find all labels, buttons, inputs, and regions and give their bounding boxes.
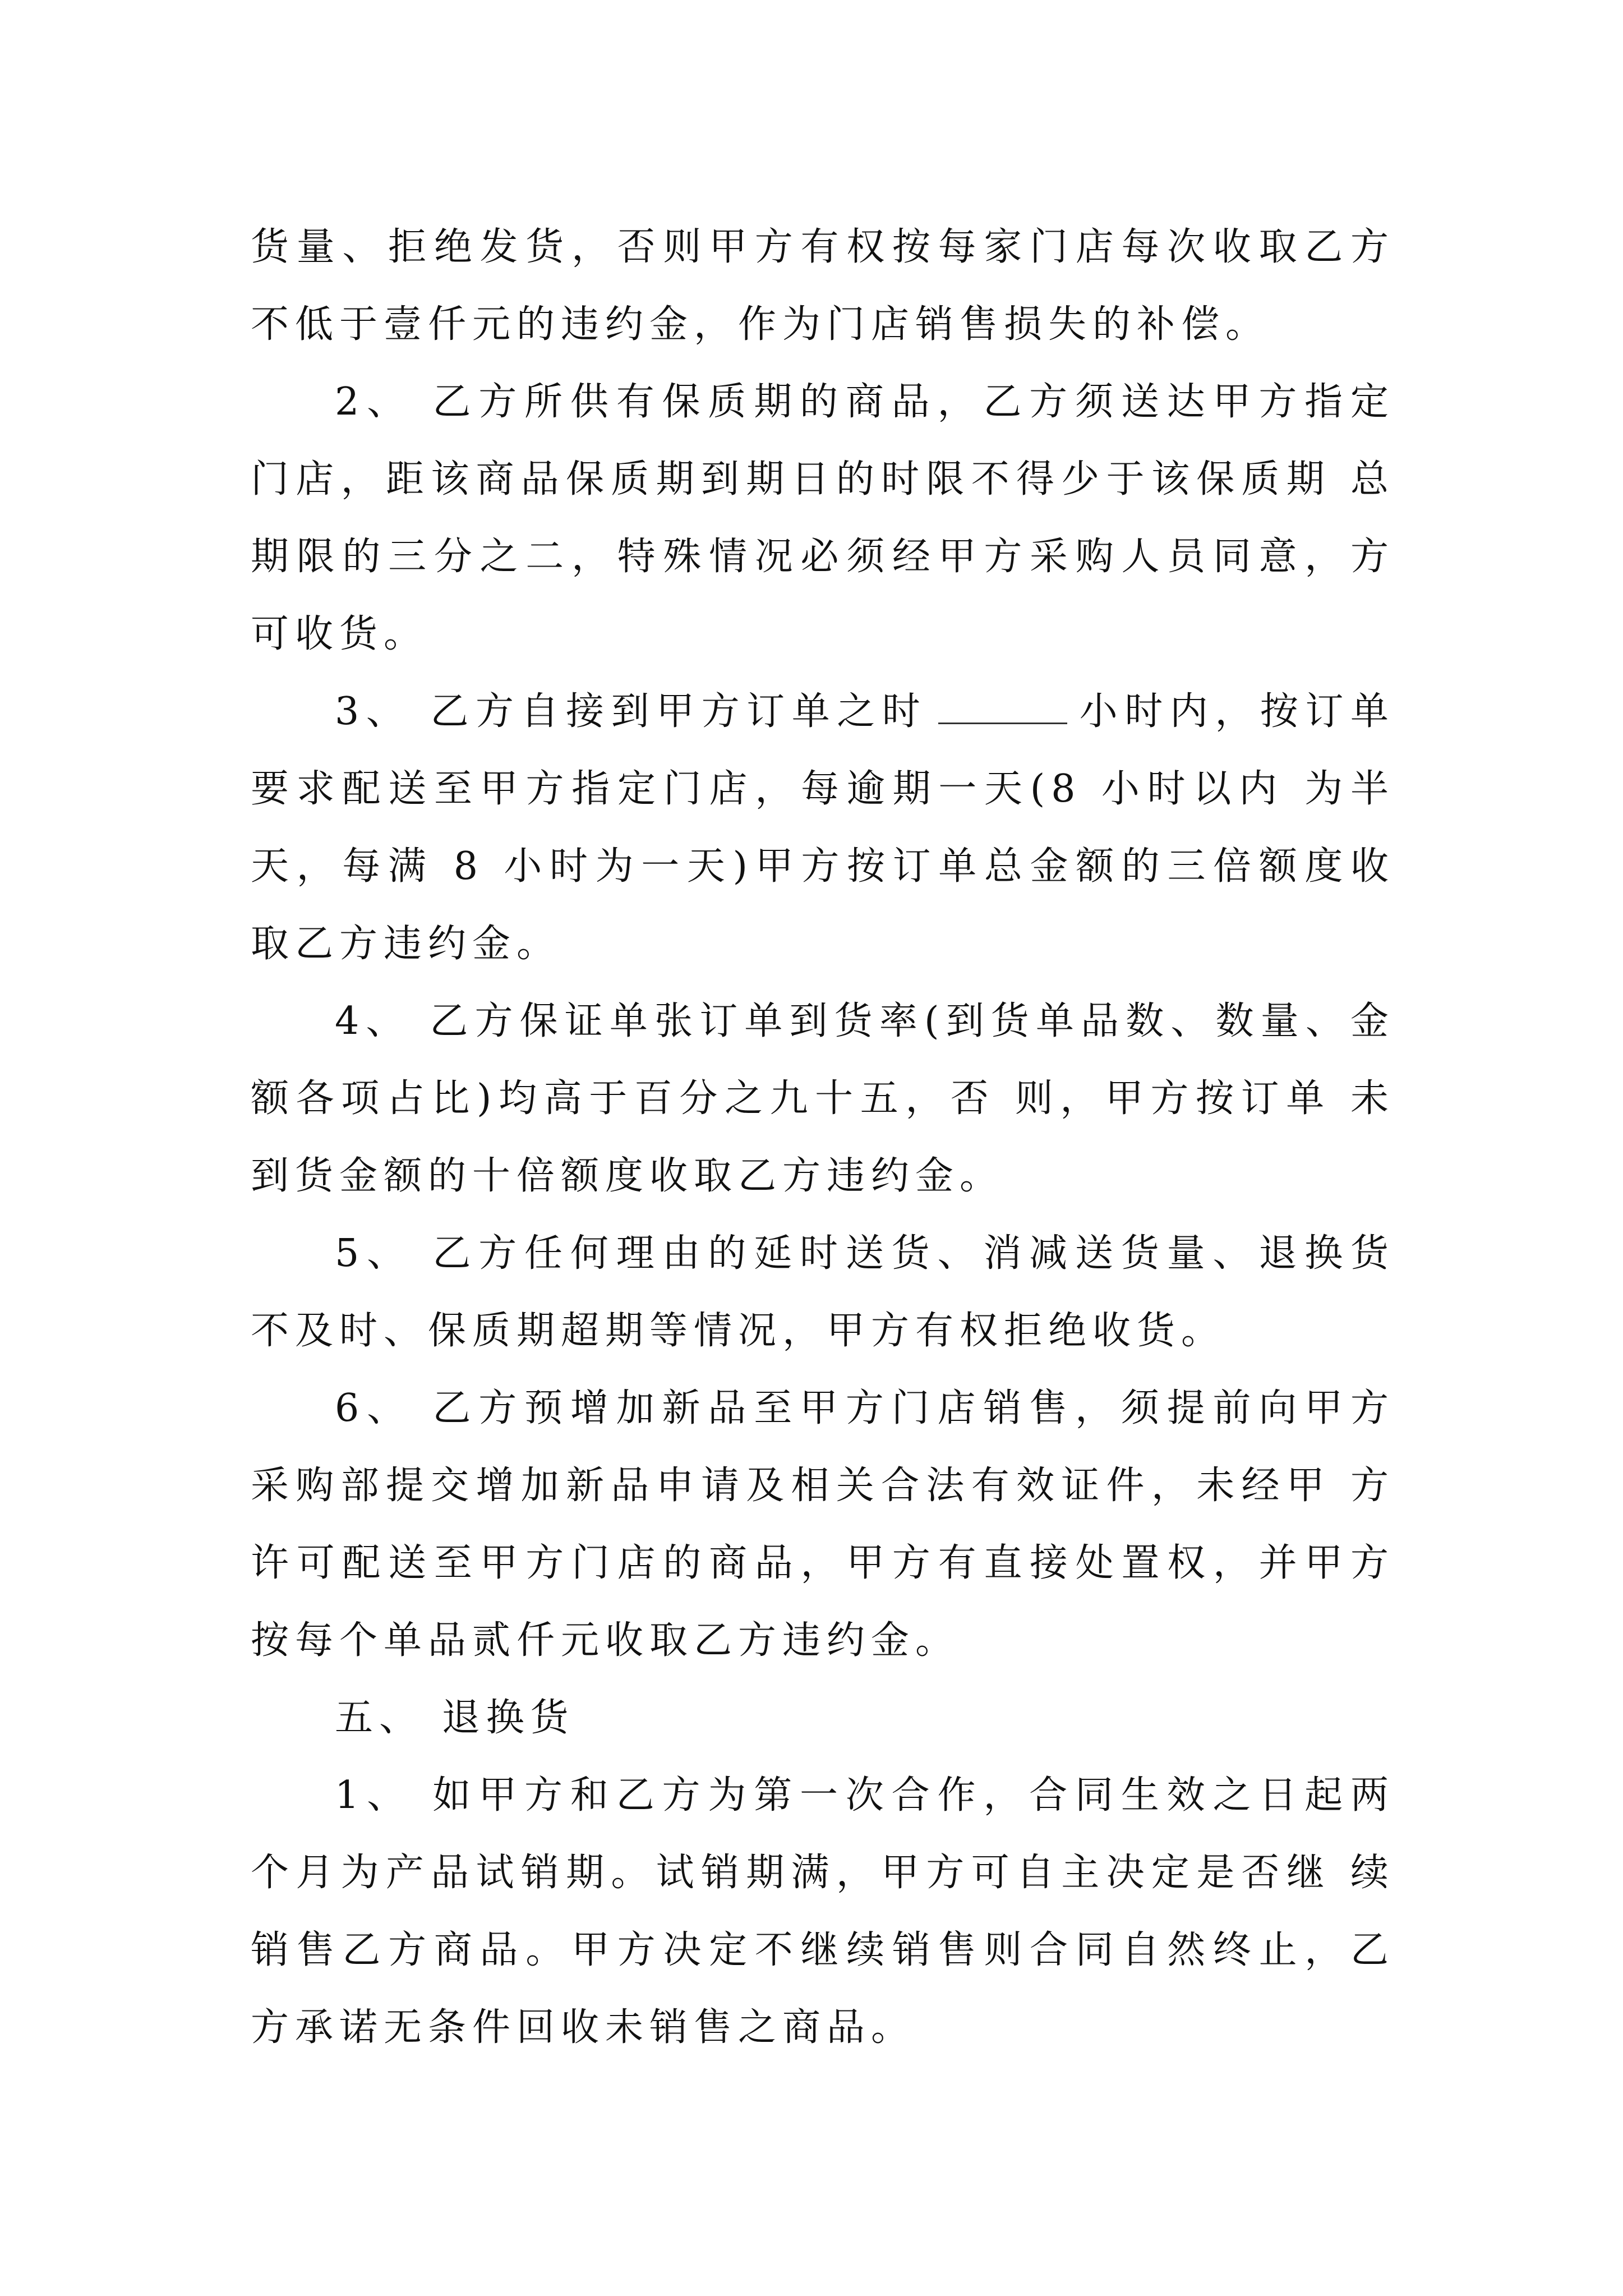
clause-3-text-before: 3、 乙方自接到甲方订单之时 [335,689,928,734]
paragraph-returns-clause-1: 1、 如甲方和乙方为第一次合作，合同生效之日起两个月为产品试销期。试销期满，甲方可自主决定是否继 续销售乙方商品。甲方决定不继续销售则合同自然终止，乙方承诺无条件回收未销售之商品。 [251,1773,1395,2050]
section-heading-returns: 五、 退换货 [335,1696,575,1740]
paragraph-clause-6: 6、 乙方预增加新品至甲方门店销售，须提前向甲方采购部提交增加新品申请及相关合法有效证件，未经甲 方许可配送至甲方门店的商品，甲方有直接处置权，并甲方按每个单品贰仟元收取乙方违约金。 [251,1386,1395,1663]
paragraph-clause-2: 2、 乙方所供有保质期的商品，乙方须送达甲方指定门店，距该商品保质期到期日的时限不得少于该保质期 总期限的三分之二，特殊情况必须经甲方采购人员同意，方可收货。 [251,380,1395,656]
paragraph-clause-5: 5、 乙方任何理由的延时送货、消减送货量、退换货不及时、保质期超期等情况，甲方有权拒绝收货。 [251,1231,1395,1353]
fill-in-blank [938,689,1067,724]
document-body [251,209,1395,2067]
clause-3-text-after: 小时内，按订单要求配送至甲方指定门店，每逾期一天(8 小时以内 为半天，每满 8 小时为一天)甲方按订单总金额的三倍额度收取乙方违约金。 [251,689,1395,966]
paragraph-clause-3 [251,673,1395,983]
paragraph-clause-4: 4、 乙方保证单张订单到货率(到货单品数、数量、金额各项占比)均高于百分之九十五，否 则，甲方按订单 未到货金额的十倍额度收取乙方违约金。 [251,999,1395,1198]
paragraph-continuation: 货量、拒绝发货，否则甲方有权按每家门店每次收取乙方不低于壹仟元的违约金，作为门店销售损失的补偿。 [251,225,1395,347]
